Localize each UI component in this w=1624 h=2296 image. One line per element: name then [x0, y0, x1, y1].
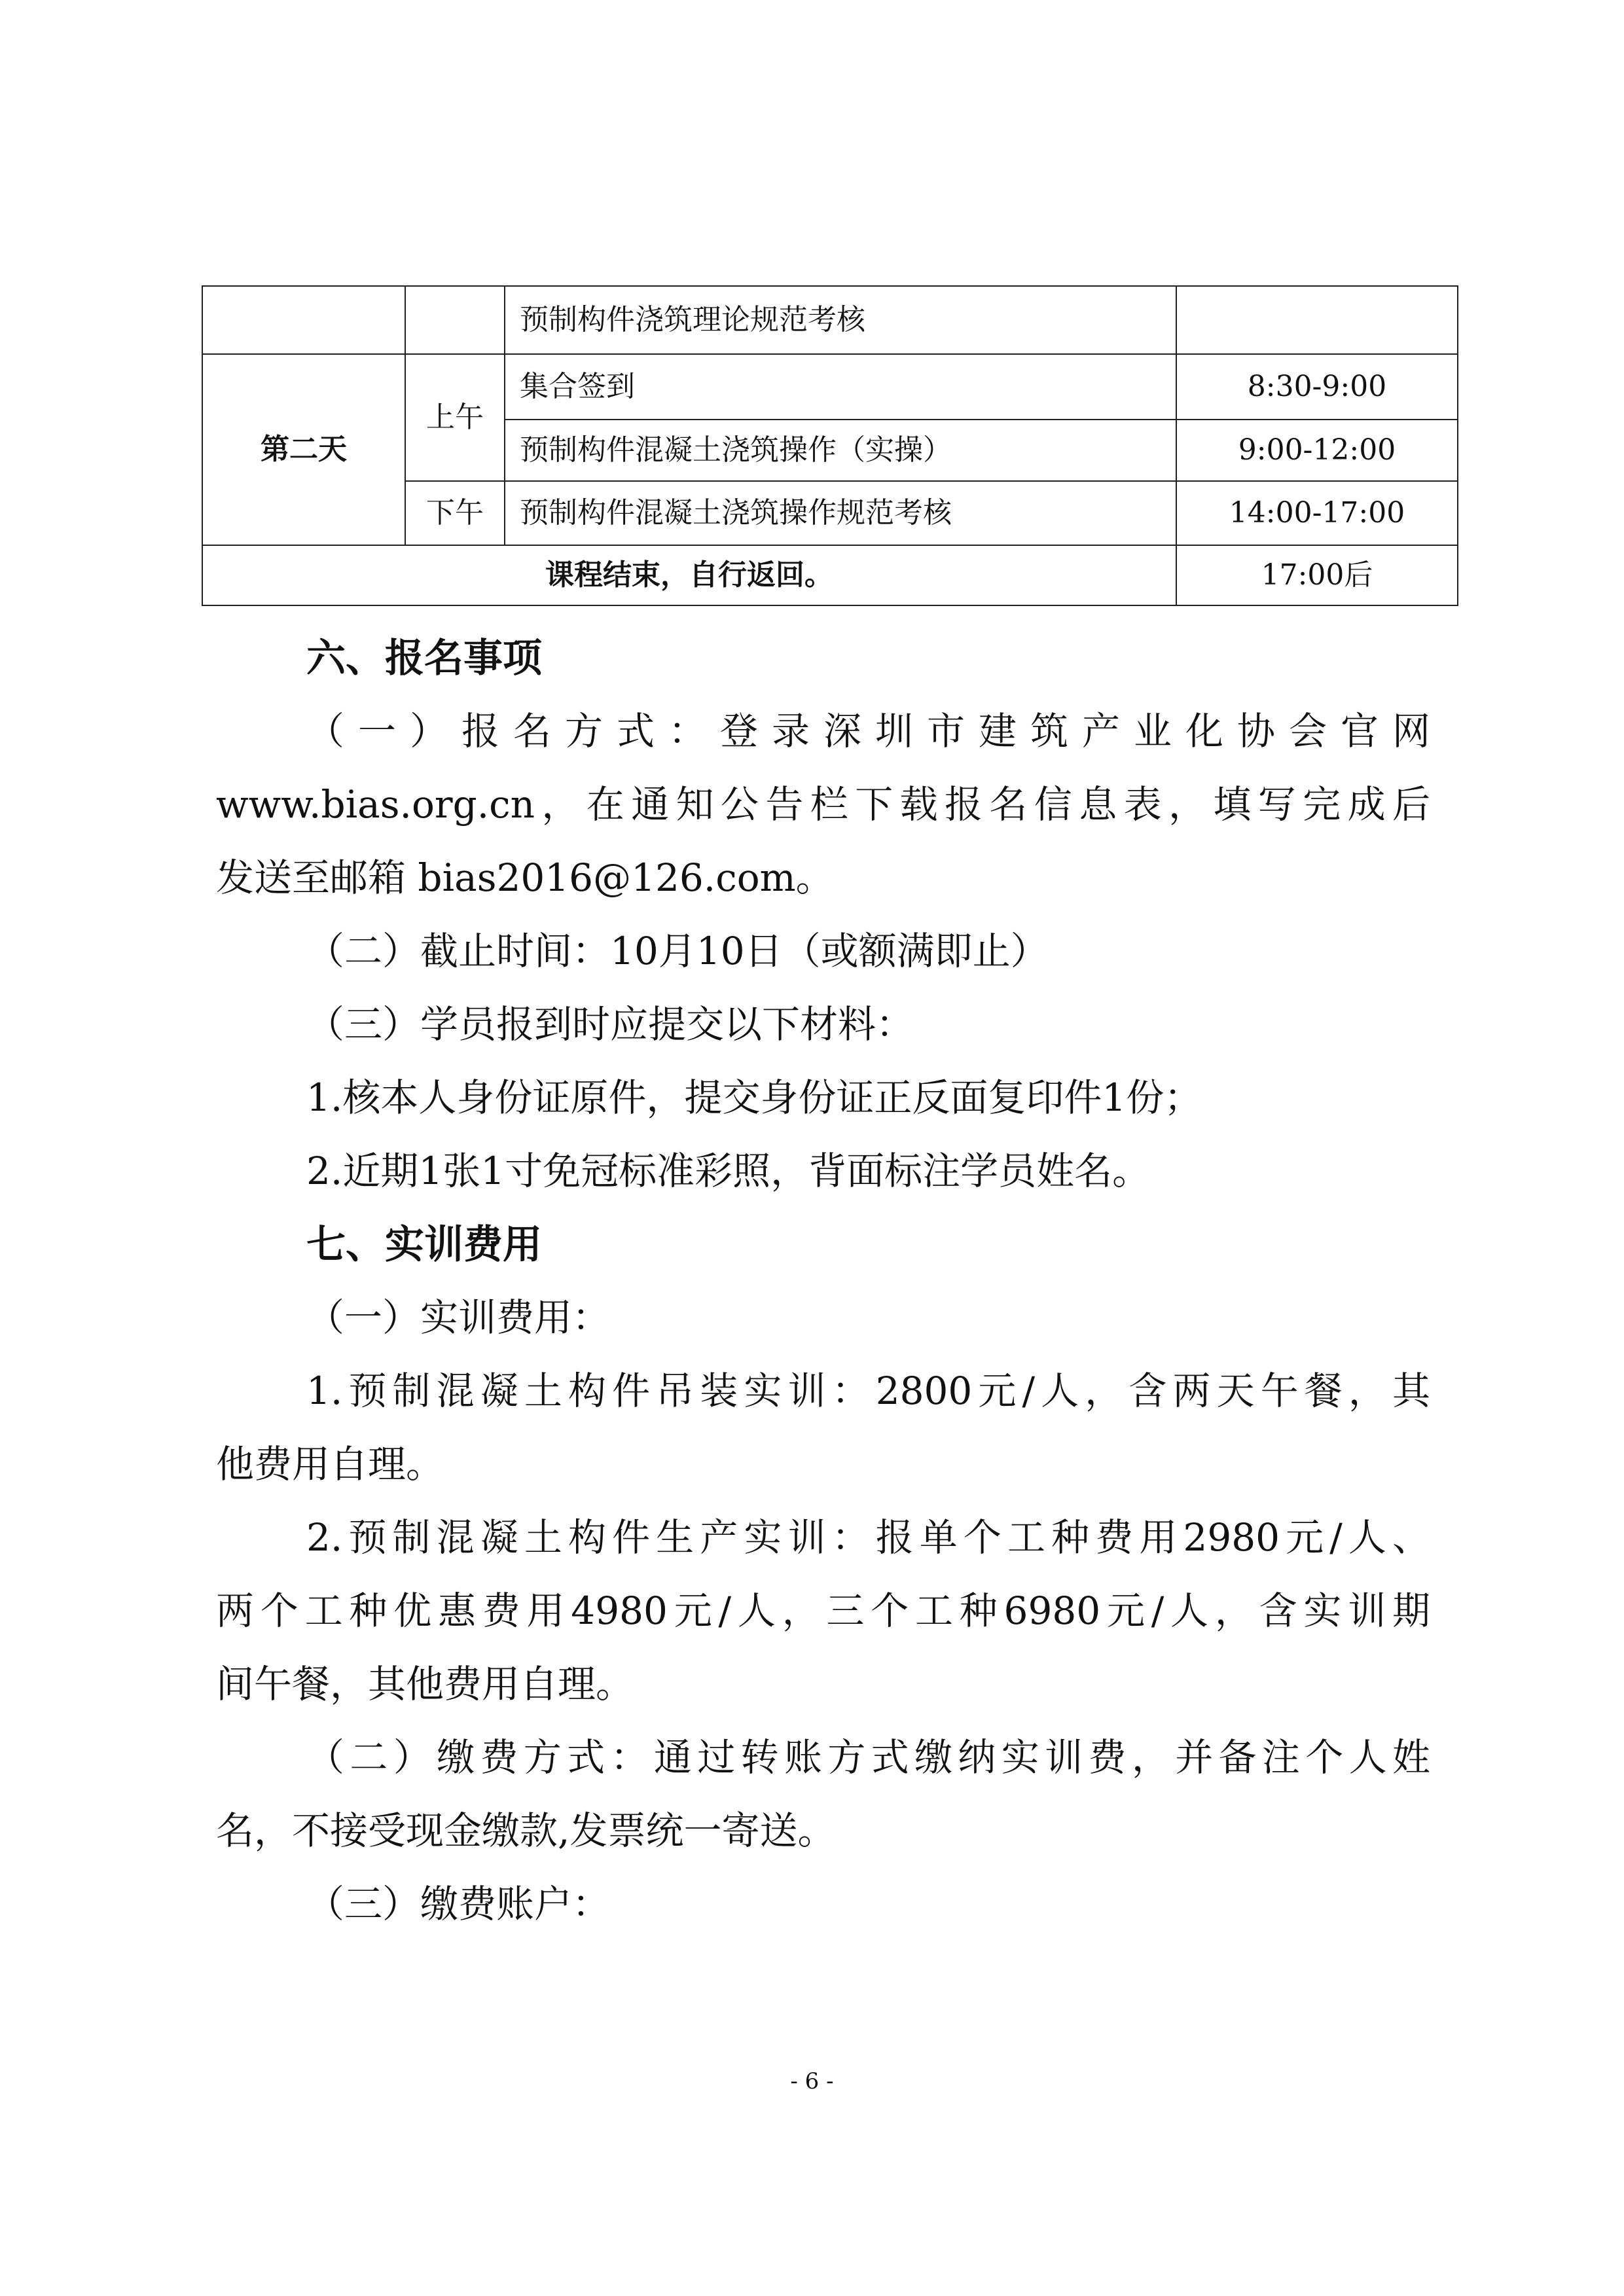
- section-heading-registration: 六、报名事项: [306, 636, 542, 681]
- table-row: [202, 286, 1458, 354]
- paragraph-line: （二）截止时间：10月10日（或额满即止）: [306, 929, 1049, 973]
- paragraph-line: 他费用自理。: [216, 1442, 444, 1486]
- schedule-item: 集合签到: [505, 354, 1176, 420]
- schedule-time-empty: [1176, 286, 1458, 354]
- list-item: 2.预制混凝土构件生产实训：报单个工种费用2980元/人、: [306, 1515, 1430, 1560]
- paragraph-line: 间午餐，其他费用自理。: [216, 1662, 634, 1706]
- end-of-course: 课程结束，自行返回。: [202, 545, 1176, 605]
- paragraph-line: www.bias.org.cn，在通知公告栏下载报名信息表，填写完成后: [216, 782, 1430, 827]
- paragraph-line: （一）报名方式：登录深圳市建筑产业化协会官网: [306, 709, 1430, 753]
- schedule-item: 预制构件混凝土浇筑操作规范考核: [505, 481, 1176, 545]
- afternoon-label: 下午: [405, 481, 505, 545]
- list-item: 2.近期1张1寸免冠标准彩照，背面标注学员姓名。: [306, 1149, 1151, 1193]
- section-heading-fees: 七、实训费用: [306, 1222, 542, 1268]
- paragraph-line: （三）学员报到时应提交以下材料：: [306, 1002, 914, 1047]
- list-item: 1.预制混凝土构件吊装实训：2800元/人，含两天午餐，其: [306, 1369, 1430, 1413]
- morning-label: 上午: [405, 354, 505, 481]
- paragraph-line: 发送至邮箱 bias2016@126.com。: [216, 855, 834, 900]
- half-cell-empty: [405, 286, 505, 354]
- paragraph-line: 两个工种优惠费用4980元/人，三个工种6980元/人，含实训期: [216, 1588, 1430, 1633]
- day-cell-empty: [202, 286, 405, 354]
- schedule-item: 预制构件混凝土浇筑操作（实操）: [505, 420, 1176, 481]
- schedule-time: 14:00-17:00: [1176, 481, 1458, 545]
- day-label: 第二天: [202, 354, 405, 545]
- paragraph-line: （三）缴费账户：: [306, 1882, 611, 1926]
- paragraph-line: 名，不接受现金缴款,发票统一寄送。: [216, 1808, 836, 1853]
- schedule-time: 8:30-9:00: [1176, 354, 1458, 420]
- list-item: 1.核本人身份证原件，提交身份证正反面复印件1份；: [306, 1075, 1202, 1120]
- paragraph-line: （二）缴费方式：通过转账方式缴纳实训费，并备注个人姓: [306, 1735, 1430, 1780]
- table-row: [202, 354, 1458, 420]
- end-time: 17:00后: [1176, 545, 1458, 605]
- table-row: [202, 545, 1458, 605]
- paragraph-line: （一）实训费用：: [306, 1295, 611, 1340]
- schedule-time: 9:00-12:00: [1176, 420, 1458, 481]
- schedule-table: [202, 285, 1458, 606]
- page-number: - 6 -: [790, 2068, 834, 2094]
- schedule-item: 预制构件浇筑理论规范考核: [505, 286, 1176, 354]
